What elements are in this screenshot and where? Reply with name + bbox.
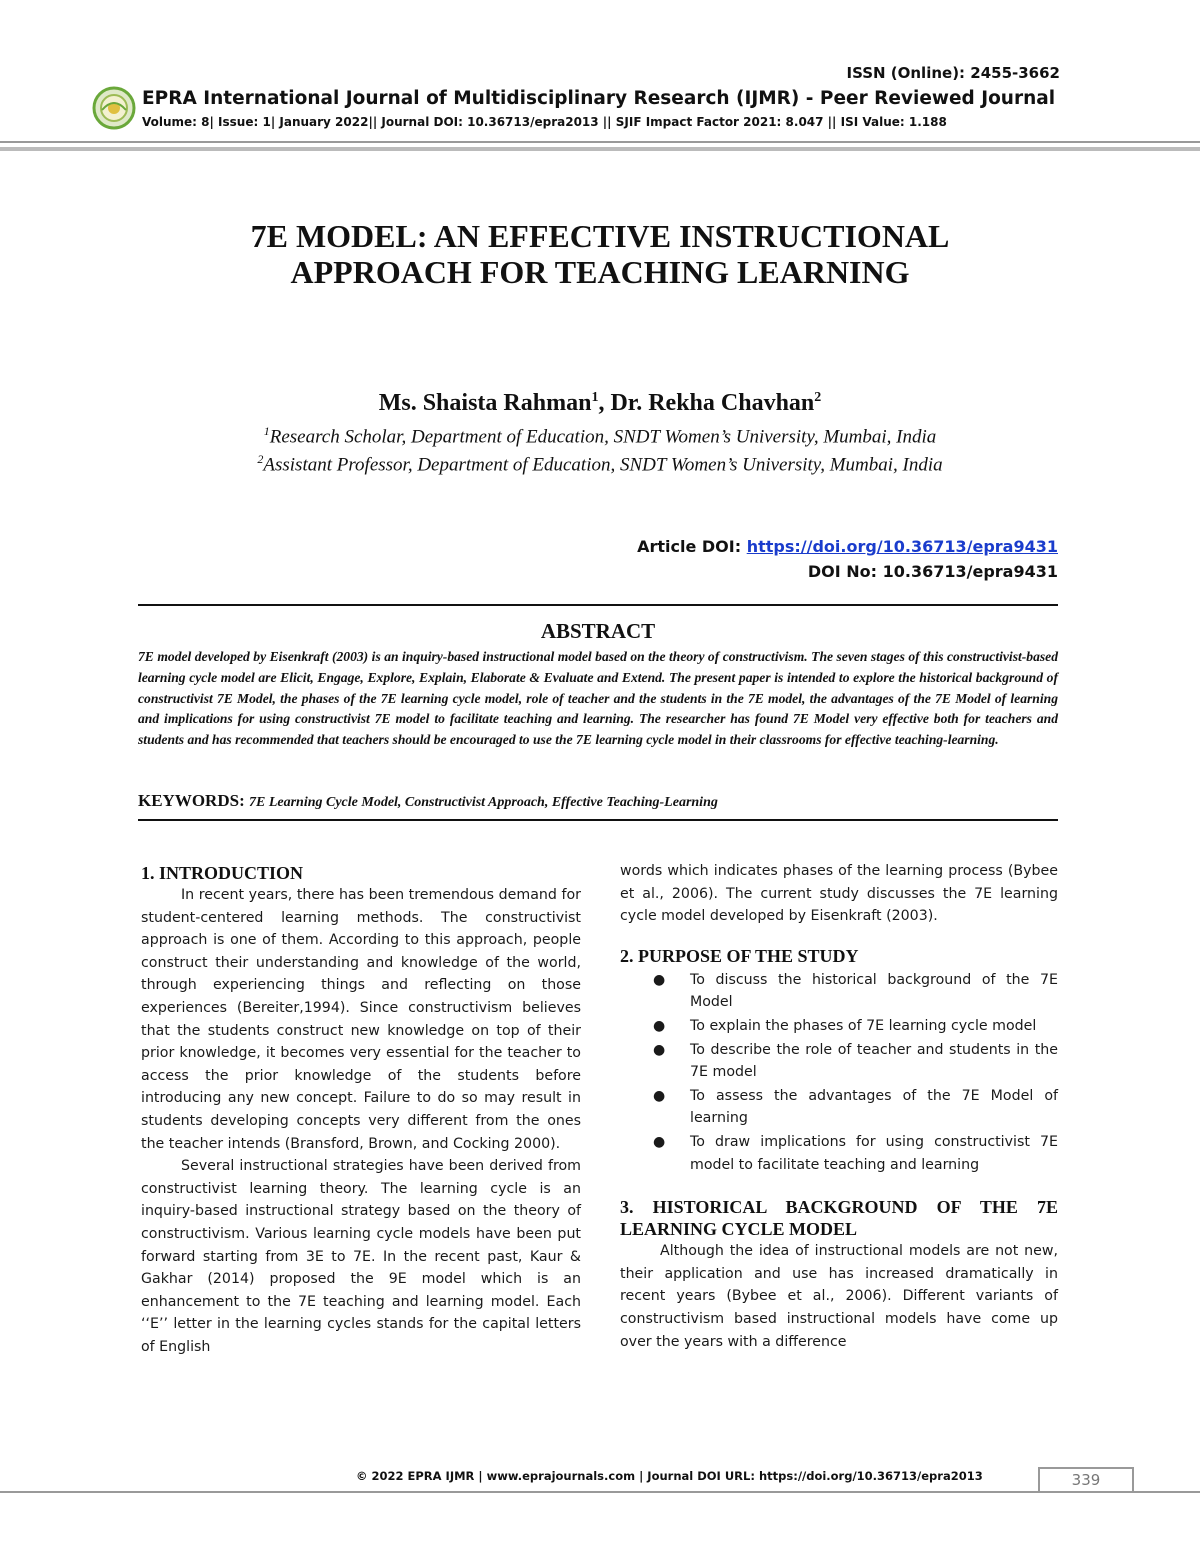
left-column <box>141 862 581 1358</box>
journal-title: EPRA International Journal of Multidisciplinary Research (IJMR) - Peer Reviewed Journal <box>142 88 1056 109</box>
header-divider <box>0 141 1200 143</box>
purpose-list <box>620 969 1058 1176</box>
footer-text: 2022 EPRA IJMR | www.eprajournals.com | Journal DOI URL: https://doi.org/10.36713/epra2013 <box>367 1469 983 1483</box>
list-item <box>620 1085 1058 1130</box>
title-line-2: APPROACH FOR TEACHING LEARNING <box>290 254 910 290</box>
title-line-1: 7E MODEL: AN EFFECTIVE INSTRUCTIONAL <box>250 218 950 254</box>
affiliation-1 <box>100 424 1100 448</box>
list-item-text: To discuss the historical background of the 7E Model <box>690 971 1058 1011</box>
author-separator: , <box>598 390 611 416</box>
article-doi-link[interactable]: https://doi.org/10.36713/epra9431 <box>746 537 1058 556</box>
journal-logo-icon <box>92 86 136 130</box>
doi-number: DOI No: 10.36713/epra9431 <box>807 562 1058 581</box>
author-list <box>100 390 1100 417</box>
issn-label: ISSN (Online): 2455-3662 <box>846 64 1060 82</box>
affiliation-2-text: Assistant Professor, Department of Education, SNDT Women’s University, Mumbai, India <box>263 454 943 476</box>
abstract-heading: ABSTRACT <box>540 619 656 643</box>
list-item <box>620 1039 1058 1084</box>
author-2-name: Dr. Rekha Chavhan <box>610 390 815 416</box>
right-column <box>620 860 1058 1353</box>
affiliation-1-sup: 1 <box>263 424 270 438</box>
bullet-icon: ● <box>653 1041 666 1058</box>
article-doi <box>560 537 1058 556</box>
list-item-text: To describe the role of teacher and students in the 7E model <box>690 1041 1058 1081</box>
author-2-sup: 2 <box>814 390 822 405</box>
page-footer <box>356 1469 983 1483</box>
author-1-sup: 1 <box>591 390 599 405</box>
header-divider-thick <box>0 147 1200 151</box>
paper-title <box>100 218 1100 290</box>
list-item <box>620 1131 1058 1176</box>
bullet-icon: ● <box>653 1017 666 1034</box>
list-item-text: To assess the advantages of the 7E Model of learning <box>690 1087 1058 1127</box>
affiliation-1-text: Research Scholar, Department of Education, SNDT Women’s University, Mumbai, India <box>269 426 937 448</box>
keywords-label: KEYWORDS: <box>138 791 249 810</box>
keywords <box>138 791 1058 811</box>
section-heading-purpose: 2. PURPOSE OF THE STUDY <box>620 945 859 966</box>
intro-paragraph-1: In recent years, there has been tremendous demand for student-centered learning methods. The constructivist approach is one of them. According to this approach, people construct their understanding and knowledge of the world, through experiencing things and reflecting on those experiences (Bereiter,1994). Since constructivism believes that the students construct new knowledge on top of their prior knowledge, it becomes very essential for the teacher to access the prior knowledge of the students before introducing any new concept. Failure to do so may result in students developing concepts very different from the ones the teacher intends (Bransford, Brown, and Cocking 2000). <box>141 887 581 1152</box>
list-item-text: To explain the phases of 7E learning cycle model <box>690 1017 1037 1034</box>
intro-paragraph-3: words which indicates phases of the learning process (Bybee et al., 2006). The current study discusses the 7E learning cycle model developed by Eisenkraft (2003). <box>620 863 1058 925</box>
keywords-text: 7E Learning Cycle Model, Constructivist Approach, Effective Teaching-Learning <box>248 795 718 810</box>
list-item <box>620 1015 1058 1038</box>
history-paragraph-1: Although the idea of instructional models are not new, their application and use has increased dramatically in recent years (Bybee et al., 2006). Different variants of constructivism based instructional models have come up over the years with a difference <box>620 1243 1058 1350</box>
abstract-bottom-rule <box>138 819 1058 821</box>
list-item <box>620 969 1058 1014</box>
journal-meta: Volume: 8| Issue: 1| January 2022|| Journal DOI: 10.36713/epra2013 || SJIF Impact Factor 2021: 8.047 || ISI Value: 1.188 <box>142 115 947 129</box>
list-item-text: To draw implications for using constructivist 7E model to facilitate teaching and learning <box>690 1133 1058 1173</box>
article-doi-label: Article DOI: <box>637 537 747 556</box>
bullet-icon: ● <box>653 1133 666 1150</box>
page-number: 339 <box>1071 1471 1101 1489</box>
section-heading-introduction: 1. INTRODUCTION <box>141 863 304 883</box>
abstract-body: 7E model developed by Eisenkraft (2003) is an inquiry-based instructional model based on the theory of constructivism. The seven stages of this constructivist-based learning cycle model are Elicit, Engage, Explore, Explain, Elaborate & Evaluate and Extend. The present paper is intended to explore the historical background of constructivist 7E Model, the phases of the 7E learning cycle model, role of teacher and the students in the 7E model, the advantages of the 7E Model of learning and implications for using constructivist 7E model to facilitate teaching and learning. The researcher has found 7E Model very effective both for teachers and students and has recommended that teachers should be encouraged to use the 7E learning cycle model in their classrooms for effective teaching-learning. <box>138 649 1058 748</box>
section-heading-history: 3. HISTORICAL BACKGROUND OF THE 7E LEARNING CYCLE MODEL <box>620 1197 1058 1240</box>
copyright-icon: © <box>356 1469 368 1483</box>
affiliation-2 <box>100 452 1100 476</box>
bullet-icon: ● <box>653 1087 666 1104</box>
bullet-icon: ● <box>653 971 666 988</box>
affiliation-2-sup: 2 <box>257 452 264 466</box>
abstract-top-rule <box>138 604 1058 606</box>
footer-divider <box>0 1491 1200 1493</box>
author-1-name: Ms. Shaista Rahman <box>378 390 592 416</box>
intro-paragraph-2: Several instructional strategies have been derived from constructivist learning theory. The learning cycle is an inquiry-based instructional strategy based on the theory of constructivism. Various learning cycle models have been put forward starting from 3E to 7E. In the recent past, Kaur & Gakhar (2014) proposed the 9E model which is an enhancement to the 7E teaching and learning model. Each ‘‘E’’ letter in the learning cycles stands for the capital letters of English <box>141 1158 581 1355</box>
